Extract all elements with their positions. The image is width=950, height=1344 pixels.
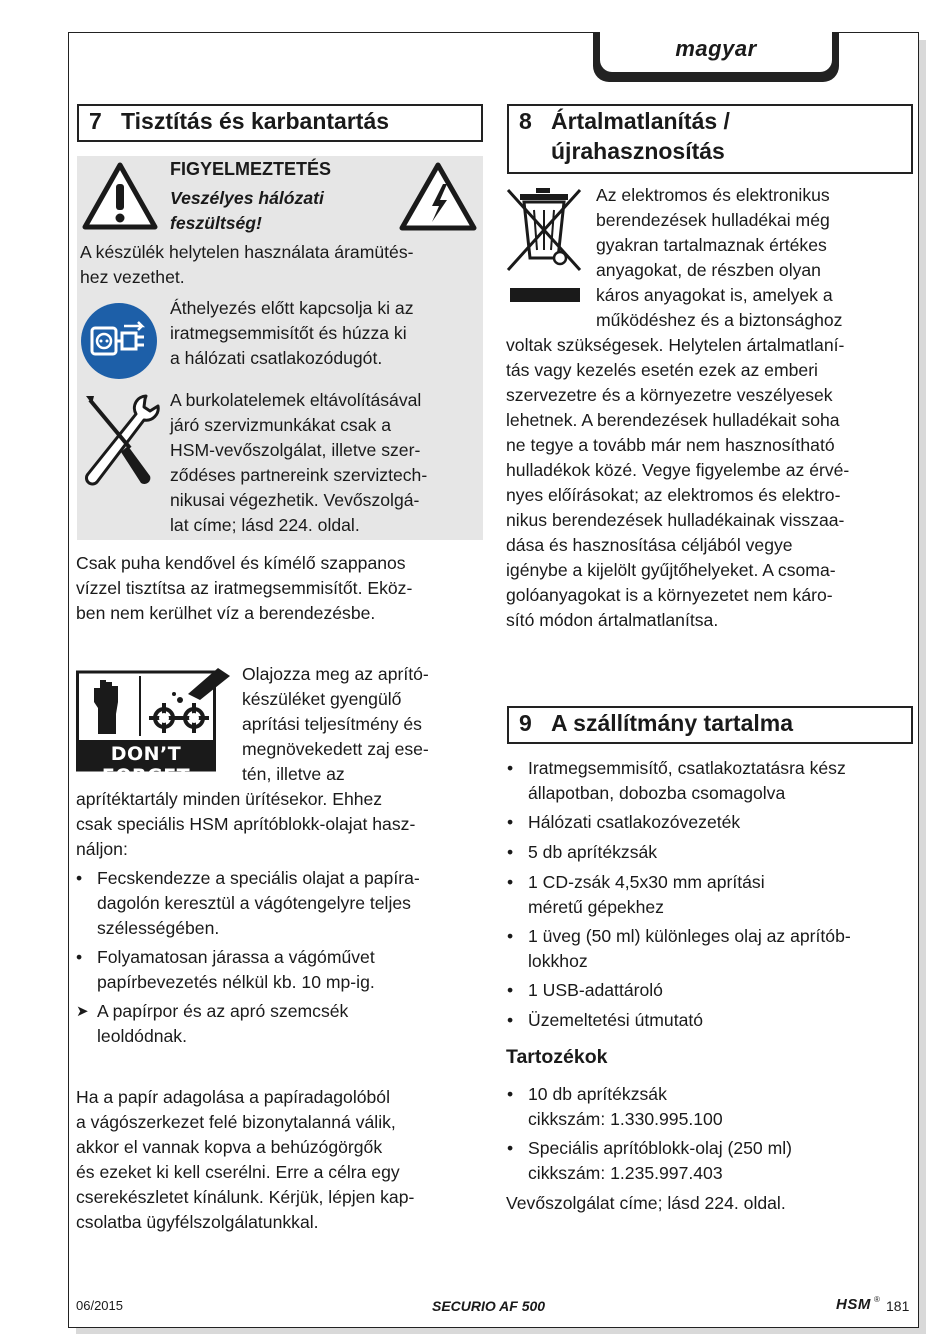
unplug-text: a hálózati csatlakozódugót. xyxy=(170,348,383,368)
oil-text: tén, illetve az xyxy=(242,764,345,784)
feed-text: Ha a papír adagolása a papíradagolóból xyxy=(76,1087,390,1107)
general-warning-icon xyxy=(82,162,158,230)
danger-line: Veszélyes hálózati xyxy=(170,188,324,208)
list-bullet: • xyxy=(507,758,514,778)
disposal-text: sító módon ártalmatlanítsa. xyxy=(506,610,719,630)
oil-text: megnövekedett zaj ese- xyxy=(242,739,429,759)
section-title: A szállítmány tartalma xyxy=(551,710,794,736)
registered-mark: ® xyxy=(874,1295,880,1304)
cleaning-text: vízzel tisztítsa az iratmegsemmisítőt. Eköz- xyxy=(76,578,413,598)
list-bullet: • xyxy=(507,980,514,1000)
dont-forget-badge: DON’T FORGET xyxy=(101,743,191,787)
feed-text: csolatba ügyfélszolgálatunkkal. xyxy=(76,1212,319,1232)
list-item: Hálózati csatlakozóvezeték xyxy=(528,812,741,832)
unplug-text: Áthelyezés előtt kapcsolja ki az xyxy=(170,298,414,318)
service-note: Vevőszolgálat címe; lásd 224. oldal. xyxy=(506,1193,786,1213)
warning-label: FIGYELMEZTETÉS xyxy=(170,159,332,179)
unplug-text: iratmegsemmisítőt és húzza ki xyxy=(170,323,407,343)
step-bullet: • xyxy=(76,947,83,967)
footer-date: 06/2015 xyxy=(76,1298,123,1313)
footer-model: SECURIO AF 500 xyxy=(432,1298,546,1314)
disposal-text: berendezések hulladékai még xyxy=(596,210,830,230)
step-text: dagolón keresztül a vágótengelyre teljes xyxy=(97,893,411,913)
disposal-text: igénybe a kijelölt gyűjtőhelyeket. A csoma- xyxy=(506,560,836,580)
disposal-text: káros anyagokat is, amelyek a xyxy=(596,285,833,305)
step-text: A papírpor és az apró szemcsék xyxy=(97,1001,349,1021)
disposal-text: gyakran tartalmaznak értékes xyxy=(596,235,827,255)
accessory-item: 10 db aprítékzsák xyxy=(528,1084,667,1104)
feed-text: és ezeket ki kell cserélni. Erre a célra egy xyxy=(76,1162,400,1182)
weee-bin-icon xyxy=(504,184,586,306)
oil-text: csak speciális HSM aprítóblokk-olajat hasz- xyxy=(76,814,416,834)
list-item: méretű gépekhez xyxy=(528,897,664,917)
page-shadow xyxy=(76,1328,926,1334)
list-bullet: • xyxy=(507,1010,514,1030)
warning-consequence: hez vezethet. xyxy=(80,267,185,287)
list-item: lokkhoz xyxy=(528,951,588,971)
disposal-text: lehetnek. A berendezések hulladékait soha xyxy=(506,410,840,430)
list-bullet: • xyxy=(507,842,514,862)
step-bullet: • xyxy=(76,868,83,888)
disposal-text: tás vagy kezelés esetén ezek az emberi xyxy=(506,360,818,380)
step-text: szélességében. xyxy=(97,918,220,938)
disposal-text: szervezetre és a környezetre veszélyesek xyxy=(506,385,833,405)
list-bullet: • xyxy=(507,1084,514,1104)
list-item: állapotban, dobozba csomagolva xyxy=(528,783,786,803)
brand-logo: HSM xyxy=(836,1296,871,1313)
result-arrow: ➤ xyxy=(76,1002,89,1020)
disposal-text: voltak szükségesek. Helytelen ártalmatlaní- xyxy=(506,335,845,355)
language-label: magyar xyxy=(600,32,832,72)
list-item: 1 CD-zsák 4,5x30 mm aprítási xyxy=(528,872,765,892)
oil-text: aprítéktartály minden ürítésekor. Ehhez xyxy=(76,789,383,809)
warning-consequence: A készülék helytelen használata áramütés- xyxy=(80,242,414,262)
step-text: Fecskendezze a speciális olajat a papíra- xyxy=(97,868,420,888)
list-bullet: • xyxy=(507,1138,514,1158)
list-bullet: • xyxy=(507,812,514,832)
section-number: 7 xyxy=(89,108,102,134)
section-title: Ártalmatlanítás / xyxy=(551,108,730,134)
accessory-item: Speciális aprítóblokk-olaj (250 ml) xyxy=(528,1138,793,1158)
disposal-text: Az elektromos és elektronikus xyxy=(596,185,830,205)
electric-shock-warning-icon xyxy=(399,162,477,232)
section-number: 8 xyxy=(519,108,532,134)
disposal-text: ne tegye a tovább már nem hasznosítható xyxy=(506,435,835,455)
disposal-text: anyagokat, de részben olyan xyxy=(596,260,821,280)
feed-text: akkor el vannak kopva a behúzógörgők xyxy=(76,1137,383,1157)
service-tools-icon xyxy=(80,392,162,492)
disposal-text: dása és hasznosítása céljából vegye xyxy=(506,535,793,555)
section-9-heading xyxy=(507,706,913,744)
section-title: Tisztítás és karbantartás xyxy=(121,108,390,134)
section-number: 9 xyxy=(519,710,532,736)
service-text: HSM-vevőszolgálat, illetve szer- xyxy=(170,440,421,460)
service-text: ződéses partnereink szerviztech- xyxy=(170,465,428,485)
service-text: A burkolatelemek eltávolításával xyxy=(170,390,422,410)
disposal-text: nyes előírásokat; az elektromos és elektro- xyxy=(506,485,841,505)
danger-line: feszültség! xyxy=(170,213,262,233)
cleaning-text: ben nem kerülhet víz a berendezésbe. xyxy=(76,603,376,623)
service-text: lat címe; lásd 224. oldal. xyxy=(170,515,360,535)
page-number: 181 xyxy=(886,1298,910,1314)
list-item: 5 db aprítékzsák xyxy=(528,842,658,862)
disposal-text: hulladékok közé. Vegye figyelembe az érvé- xyxy=(506,460,850,480)
disposal-text: nikus berendezések hulladékainak visszaa- xyxy=(506,510,845,530)
list-item: 1 USB-adattároló xyxy=(528,980,663,1000)
list-bullet: • xyxy=(507,926,514,946)
accessory-item: cikkszám: 1.330.995.100 xyxy=(528,1109,723,1129)
section-8-heading xyxy=(507,104,913,174)
accessories-heading: Tartozékok xyxy=(506,1046,608,1068)
step-text: Folyamatosan járassa a vágóművet xyxy=(97,947,375,967)
oil-text: Olajozza meg az aprító- xyxy=(242,664,429,684)
list-item: Iratmegsemmisítő, csatlakoztatásra kész xyxy=(528,758,846,778)
step-text: papírbevezetés nélkül kb. 10 mp-ig. xyxy=(97,972,375,992)
oil-text: náljon: xyxy=(76,839,128,859)
step-text: leoldódnak. xyxy=(97,1026,187,1046)
list-item: 1 üveg (50 ml) különleges olaj az aprítób- xyxy=(528,926,851,946)
list-bullet: • xyxy=(507,872,514,892)
section-title: újrahasznosítás xyxy=(551,138,725,164)
cleaning-text: Csak puha kendővel és kímélő szappanos xyxy=(76,553,406,573)
feed-text: cserekészletet kínálunk. Kérjük, lépjen kap- xyxy=(76,1187,415,1207)
unplug-mandatory-icon xyxy=(80,302,158,380)
disposal-text: működéshez és a biztonsághoz xyxy=(596,310,843,330)
list-item: Üzemeltetési útmutató xyxy=(528,1010,704,1030)
disposal-text: golóanyagokat is a környezetet nem káro- xyxy=(506,585,833,605)
feed-text: a vágószerkezet felé bizonytalanná válik, xyxy=(76,1112,396,1132)
oil-text: készüléket gyengülő xyxy=(242,689,402,709)
service-text: járó szervizmunkákat csak a xyxy=(170,415,391,435)
service-text: nikusai végezhetik. Vevőszolgá- xyxy=(170,490,420,510)
accessory-item: cikkszám: 1.235.997.403 xyxy=(528,1163,723,1183)
section-7-heading xyxy=(77,104,483,142)
oil-text: aprítási teljesítmény és xyxy=(242,714,422,734)
page-shadow xyxy=(919,40,926,1334)
